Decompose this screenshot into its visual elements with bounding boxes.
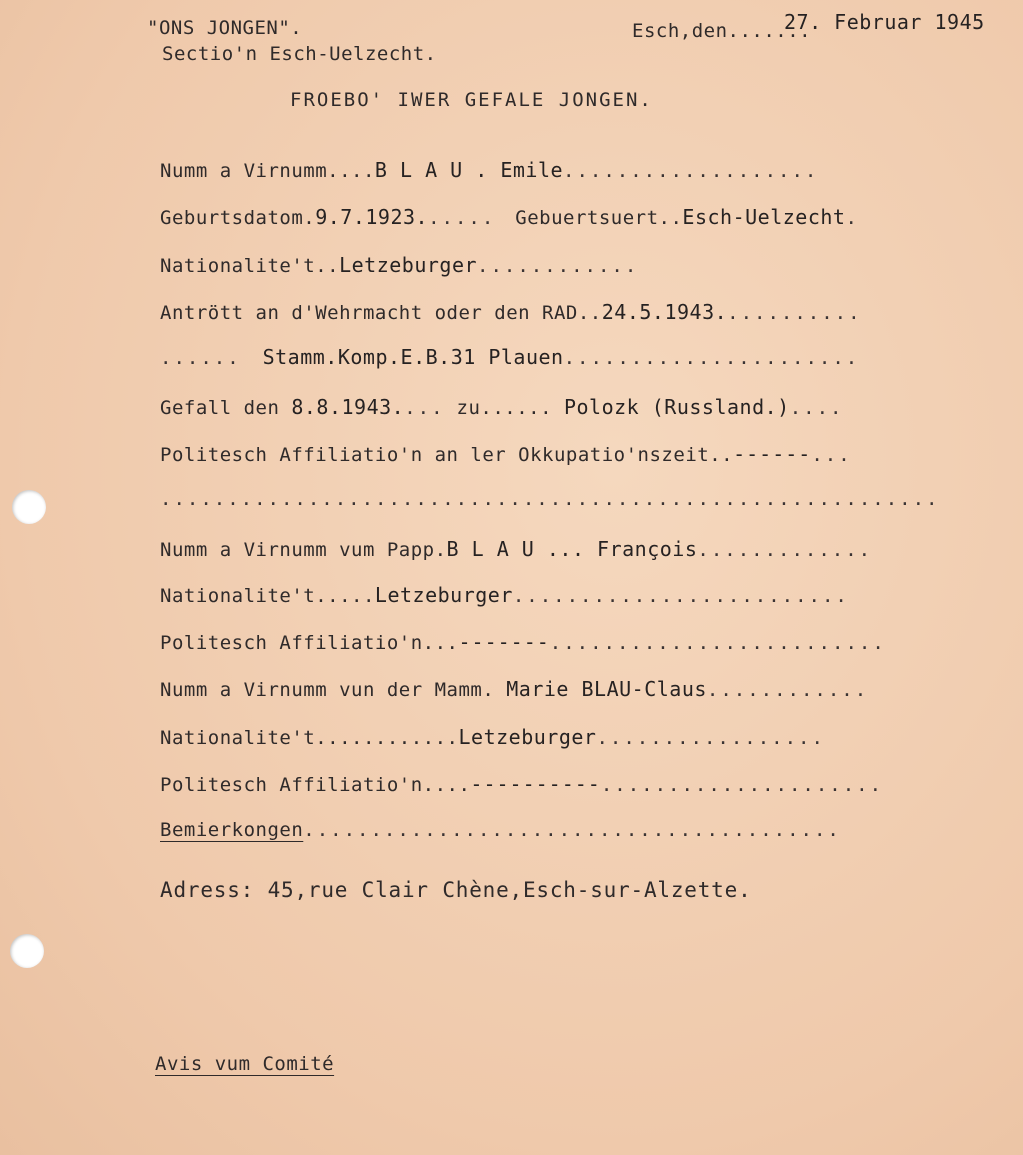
dot-leader: .......... — [727, 302, 862, 324]
mother-value: Marie BLAU-Claus — [506, 677, 707, 701]
birthplace-value: Esch-Uelzecht — [682, 205, 846, 229]
punch-hole-top — [12, 490, 46, 524]
punch-hole-bottom — [10, 934, 44, 968]
field-name — [160, 158, 818, 182]
section-name: Sectio'n Esch-Uelzecht. — [162, 43, 437, 65]
dot-leader: ... — [811, 444, 852, 466]
committee-label: Avis vum Comité — [155, 1053, 335, 1075]
entry-value: 24.5.1943. — [601, 300, 728, 324]
fallen-label: Gefall den — [160, 397, 280, 419]
fallen-place: Polozk (Russland.) — [563, 395, 790, 419]
field-entry — [160, 300, 862, 324]
field-remarks — [160, 819, 841, 841]
field-mother-nationality — [160, 725, 825, 749]
dot-leader: .... — [789, 397, 844, 419]
field-mother — [160, 677, 868, 701]
remarks-label: Bemierkongen — [160, 819, 304, 841]
fallen-at-label: zu...... — [456, 397, 553, 419]
father-political-label: Politesch Affiliatio'n... — [160, 632, 459, 654]
blank-dotted-line: .......................................................... — [160, 488, 940, 510]
field-father-political — [160, 630, 886, 654]
birthdate-value: 9.7.1923. — [315, 205, 429, 229]
nationality-label: Nationalite't.. — [160, 255, 340, 277]
father-nationality-label: Nationalite't..... — [160, 585, 375, 607]
father-nationality-value: Letzeburger — [374, 583, 513, 607]
field-address — [160, 878, 752, 902]
field-nationality — [160, 253, 638, 277]
dot-leader: ...................... — [563, 347, 860, 369]
address-value: 45,rue Clair Chène,Esch-sur-Alzette. — [267, 878, 752, 902]
dot-leader: ... — [404, 397, 445, 419]
father-value: B L A U ... François — [446, 537, 698, 561]
unit-value: Stamm.Komp.E.B.31 Plauen — [262, 345, 564, 369]
mother-nationality-value: Letzeburger — [458, 725, 597, 749]
fallen-date: 8.8.1943. — [291, 395, 405, 419]
dot-leader: ..................... — [600, 774, 884, 796]
mother-political-label: Politesch Affiliatio'n.... — [160, 774, 471, 796]
field-birth — [160, 205, 859, 229]
mother-nationality-label: Nationalite't............ — [160, 727, 459, 749]
entry-label: Antrött an d'Wehrmacht oder den RAD.. — [160, 302, 602, 324]
dot-leader: ............ — [706, 679, 869, 701]
dot-leader: . — [845, 207, 859, 229]
dot-leader: ..... — [428, 207, 496, 229]
dot-leader: ......................... — [549, 632, 886, 654]
dot-leader: ............ — [477, 255, 639, 277]
father-political-value: ------- — [458, 630, 550, 654]
field-fallen — [160, 395, 843, 419]
birthplace-label: Gebuertsuert.. — [515, 207, 683, 229]
dot-leader: ...... — [160, 347, 241, 369]
document-date: 27. Februar 1945 — [784, 10, 985, 34]
document-title: FROEBO' IWER GEFALE JONGEN. — [290, 89, 653, 111]
dot-leader: ............. — [697, 539, 873, 561]
address-label: Adress: — [160, 878, 255, 902]
dot-leader: ................. — [596, 727, 825, 749]
political-value: ------ — [733, 442, 812, 466]
field-father — [160, 537, 872, 561]
place-prefix: Esch,den....... — [632, 20, 812, 42]
dot-leader: ........................................ — [303, 819, 841, 841]
dot-leader: ................... — [563, 160, 819, 182]
field-political — [160, 442, 852, 466]
mother-political-value: ---------- — [470, 772, 601, 796]
nationality-value: Letzeburger — [339, 253, 478, 277]
field-unit — [160, 345, 859, 369]
political-label: Politesch Affiliatio'n an ler Okkupatio'nszeit.. — [160, 444, 734, 466]
father-label: Numm a Virnumm vum Papp. — [160, 539, 447, 561]
mother-label: Numm a Virnumm vun der Mamm. — [160, 679, 495, 701]
field-father-nationality — [160, 583, 849, 607]
birthdate-label: Geburtsdatom. — [160, 207, 316, 229]
name-label: Numm a Virnumm.... — [160, 160, 375, 182]
name-value: B L A U . Emile — [374, 158, 564, 182]
dot-leader: ......................... — [512, 585, 849, 607]
field-mother-political — [160, 772, 883, 796]
organization-name: "ONS JONGEN". — [147, 17, 303, 39]
